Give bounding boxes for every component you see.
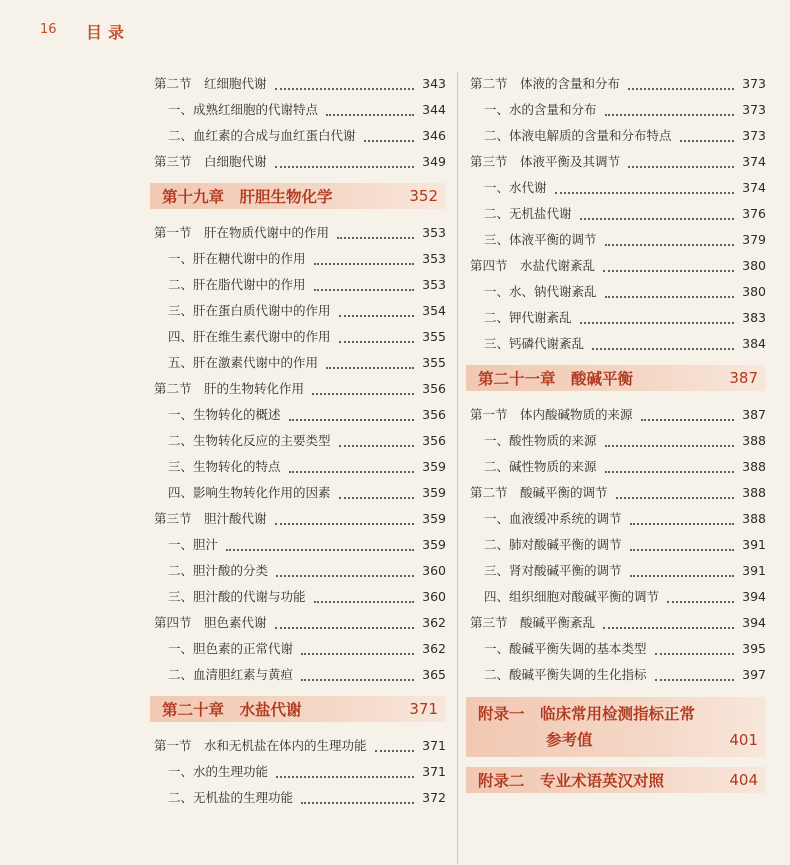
toc-appendix-heading[interactable] [466,767,766,793]
entry-title: 三、钙磷代谢紊乱 [484,336,585,351]
dot-leader [655,667,734,681]
dot-leader [314,589,414,603]
appendix-page-number: 404 [729,771,758,789]
entry-page-number: 354 [422,302,446,318]
toc-section-entry[interactable] [466,70,766,96]
toc-subsection-entry[interactable] [466,427,766,453]
dot-leader [616,485,734,499]
entry-page-number: 359 [422,510,446,526]
toc-subsection-entry[interactable] [466,278,766,304]
entry-page-number: 387 [742,406,766,422]
entry-title: 一、水、钠代谢紊乱 [484,284,597,299]
entry-title: 五、肝在激素代谢中的作用 [168,355,319,370]
dot-leader [339,303,414,317]
entry-title: 三、肝在蛋白质代谢中的作用 [168,303,331,318]
entry-title: 四、组织细胞对酸碱平衡的调节 [484,589,660,604]
toc-subsection-entry[interactable] [466,557,766,583]
entry-page-number: 362 [422,640,446,656]
dot-leader [275,154,414,168]
toc-section-entry[interactable] [150,148,446,174]
header-title: 目录 [86,23,131,42]
entry-page-number: 397 [742,666,766,682]
toc-appendix-heading[interactable] [466,697,766,757]
entry-page-number: 359 [422,458,446,474]
dot-leader [605,433,734,447]
toc-subsection-entry[interactable] [150,479,446,505]
entry-title: 一、酸碱平衡失调的基本类型 [484,641,647,656]
entry-page-number: 356 [422,432,446,448]
toc-subsection-entry[interactable] [466,635,766,661]
toc-subsection-entry[interactable] [150,245,446,271]
entry-page-number: 383 [742,309,766,325]
toc-subsection-entry[interactable] [150,297,446,323]
entry-title: 二、碱性物质的来源 [484,459,597,474]
toc-subsection-entry[interactable] [150,661,446,687]
entry-page-number: 388 [742,484,766,500]
toc-subsection-entry[interactable] [466,304,766,330]
appendix-page-number: 401 [729,731,758,749]
toc-subsection-entry[interactable] [466,531,766,557]
entry-title: 第三节 酸碱平衡紊乱 [470,615,596,630]
entry-page-number: 359 [422,484,446,500]
entry-title: 第三节 体液平衡及其调节 [470,154,621,169]
toc-subsection-entry[interactable] [150,401,446,427]
toc-subsection-entry[interactable] [466,453,766,479]
entry-page-number: 373 [742,75,766,91]
entry-title: 二、生物转化反应的主要类型 [168,433,331,448]
entry-page-number: 371 [422,737,446,753]
chapter-title: 第二十一章 酸碱平衡 [478,370,634,388]
dot-leader [630,537,734,551]
dot-leader [314,251,414,265]
toc-subsection-entry[interactable] [150,758,446,784]
entry-title: 第一节 肝在物质代谢中的作用 [154,225,330,240]
entry-title: 二、无机盐代谢 [484,206,572,221]
entry-title: 二、血清胆红素与黄疸 [168,667,294,682]
entry-page-number: 346 [422,127,446,143]
toc-chapter-heading[interactable] [150,183,446,209]
dot-leader [276,764,414,778]
entry-page-number: 394 [742,614,766,630]
dot-leader [605,232,734,246]
entry-title: 一、酸性物质的来源 [484,433,597,448]
entry-title: 二、体液电解质的含量和分布特点 [484,128,672,143]
toc-subsection-entry[interactable] [150,784,446,810]
toc-left-column [150,70,446,810]
toc-subsection-entry[interactable] [466,661,766,687]
dot-leader [555,180,734,194]
entry-title: 第一节 水和无机盐在体内的生理功能 [154,738,367,753]
chapter-page-number: 387 [729,369,758,387]
toc-subsection-entry[interactable] [466,505,766,531]
dot-leader [605,102,734,116]
dot-leader [628,154,734,168]
toc-section-entry[interactable] [150,70,446,96]
dot-leader [603,258,734,272]
toc-subsection-entry[interactable] [150,635,446,661]
page-number: 16 [40,22,57,37]
entry-title: 二、胆汁酸的分类 [168,563,269,578]
toc-section-entry[interactable] [466,252,766,278]
entry-title: 第三节 胆汁酸代谢 [154,511,267,526]
dot-leader [314,277,414,291]
entry-title: 第二节 酸碱平衡的调节 [470,485,608,500]
dot-leader [339,485,414,499]
entry-title: 第四节 水盐代谢紊乱 [470,258,596,273]
entry-title: 二、酸碱平衡失调的生化指标 [484,667,647,682]
toc-subsection-entry[interactable] [466,122,766,148]
toc-section-entry[interactable] [150,505,446,531]
entry-page-number: 388 [742,510,766,526]
entry-page-number: 388 [742,432,766,448]
toc-section-entry[interactable] [150,609,446,635]
toc-right-column [466,70,766,801]
entry-title: 一、水的生理功能 [168,764,269,779]
toc-section-entry[interactable] [150,375,446,401]
entry-title: 第二节 红细胞代谢 [154,76,267,91]
toc-subsection-entry[interactable] [150,271,446,297]
dot-leader [301,667,414,681]
entry-title: 一、肝在糖代谢中的作用 [168,251,306,266]
toc-chapter-heading[interactable] [466,365,766,391]
toc-subsection-entry[interactable] [150,96,446,122]
entry-title: 一、生物转化的概述 [168,407,281,422]
dot-leader [628,76,734,90]
chapter-page-number: 352 [409,187,438,205]
dot-leader [592,336,734,350]
entry-page-number: 353 [422,250,446,266]
entry-title: 第二节 体液的含量和分布 [470,76,621,91]
entry-page-number: 388 [742,458,766,474]
toc-section-entry[interactable] [466,479,766,505]
toc-subsection-entry[interactable] [466,96,766,122]
entry-page-number: 365 [422,666,446,682]
dot-leader [326,355,414,369]
dot-leader [276,563,414,577]
entry-page-number: 362 [422,614,446,630]
entry-title: 二、肝在脂代谢中的作用 [168,277,306,292]
entry-title: 三、胆汁酸的代谢与功能 [168,589,306,604]
toc-subsection-entry[interactable] [150,122,446,148]
appendix-title: 附录二 专业术语英汉对照 [478,772,665,790]
entry-page-number: 391 [742,536,766,552]
entry-page-number: 373 [742,101,766,117]
dot-leader [630,563,734,577]
entry-page-number: 353 [422,276,446,292]
entry-page-number: 374 [742,179,766,195]
toc-subsection-entry[interactable] [150,453,446,479]
entry-page-number: 360 [422,562,446,578]
dot-leader [226,537,414,551]
appendix-title-line2-row [478,727,758,753]
entry-page-number: 349 [422,153,446,169]
entry-title: 一、水代谢 [484,180,547,195]
dot-leader [339,433,414,447]
entry-page-number: 395 [742,640,766,656]
entry-page-number: 343 [422,75,446,91]
toc-section-entry[interactable] [466,148,766,174]
dot-leader [667,589,734,603]
toc-subsection-entry[interactable] [150,557,446,583]
entry-title: 一、水的含量和分布 [484,102,597,117]
dot-leader [364,128,414,142]
dot-leader [580,206,734,220]
entry-title: 第三节 白细胞代谢 [154,154,267,169]
page-header [0,0,790,60]
entry-title: 一、血液缓冲系统的调节 [484,511,622,526]
toc-subsection-entry[interactable] [150,583,446,609]
entry-page-number: 355 [422,328,446,344]
entry-page-number: 391 [742,562,766,578]
entry-title: 第一节 体内酸碱物质的来源 [470,407,633,422]
dot-leader [680,128,734,142]
entry-page-number: 372 [422,789,446,805]
entry-title: 一、成熟红细胞的代谢特点 [168,102,319,117]
entry-title: 四、肝在维生素代谢中的作用 [168,329,331,344]
toc-subsection-entry[interactable] [150,349,446,375]
entry-page-number: 374 [742,153,766,169]
entry-title: 第二节 肝的生物转化作用 [154,381,305,396]
entry-title: 二、无机盐的生理功能 [168,790,294,805]
toc-subsection-entry[interactable] [150,531,446,557]
entry-page-number: 373 [742,127,766,143]
entry-page-number: 380 [742,283,766,299]
appendix-title-line1: 附录一 临床常用检测指标正常 [478,705,696,723]
entry-title: 三、生物转化的特点 [168,459,281,474]
entry-page-number: 379 [742,231,766,247]
entry-title: 一、胆汁 [168,537,219,552]
entry-title: 二、血红素的合成与血红蛋白代谢 [168,128,356,143]
dot-leader [337,225,414,239]
toc-subsection-entry[interactable] [466,226,766,252]
entry-title: 四、影响生物转化作用的因素 [168,485,331,500]
toc-subsection-entry[interactable] [150,323,446,349]
dot-leader [289,459,414,473]
entry-page-number: 384 [742,335,766,351]
toc-section-entry[interactable] [150,732,446,758]
entry-page-number: 360 [422,588,446,604]
dot-leader [301,641,414,655]
chapter-title: 第十九章 肝胆生物化学 [162,188,333,206]
toc-section-entry[interactable] [150,219,446,245]
dot-leader [301,790,414,804]
dot-leader [605,459,734,473]
dot-leader [641,407,734,421]
entry-page-number: 344 [422,101,446,117]
entry-page-number: 355 [422,354,446,370]
dot-leader [339,329,414,343]
entry-title: 第四节 胆色素代谢 [154,615,267,630]
dot-leader [289,407,414,421]
chapter-page-number: 371 [409,700,438,718]
toc-subsection-entry[interactable] [466,174,766,200]
appendix-title-line2: 参考值 [546,731,593,749]
entry-page-number: 359 [422,536,446,552]
dot-leader [275,76,414,90]
dot-leader [580,310,734,324]
dot-leader [275,511,414,525]
entry-page-number: 371 [422,763,446,779]
entry-page-number: 356 [422,380,446,396]
column-divider [457,72,458,864]
dot-leader [375,738,414,752]
dot-leader [275,615,414,629]
chapter-title: 第二十章 水盐代谢 [162,701,302,719]
toc-subsection-entry[interactable] [466,200,766,226]
dot-leader [326,102,414,116]
dot-leader [630,511,734,525]
entry-page-number: 394 [742,588,766,604]
entry-title: 二、肺对酸碱平衡的调节 [484,537,622,552]
toc-section-entry[interactable] [466,609,766,635]
dot-leader [655,641,734,655]
entry-page-number: 380 [742,257,766,273]
toc-subsection-entry[interactable] [466,583,766,609]
toc-chapter-heading[interactable] [150,696,446,722]
toc-subsection-entry[interactable] [150,427,446,453]
dot-leader [312,381,414,395]
entry-title: 一、胆色素的正常代谢 [168,641,294,656]
entry-title: 二、钾代谢紊乱 [484,310,572,325]
toc-subsection-entry[interactable] [466,330,766,356]
dot-leader [603,615,734,629]
entry-page-number: 356 [422,406,446,422]
dot-leader [605,284,734,298]
entry-page-number: 353 [422,224,446,240]
entry-title: 三、体液平衡的调节 [484,232,597,247]
toc-section-entry[interactable] [466,401,766,427]
entry-title: 三、肾对酸碱平衡的调节 [484,563,622,578]
entry-page-number: 376 [742,205,766,221]
